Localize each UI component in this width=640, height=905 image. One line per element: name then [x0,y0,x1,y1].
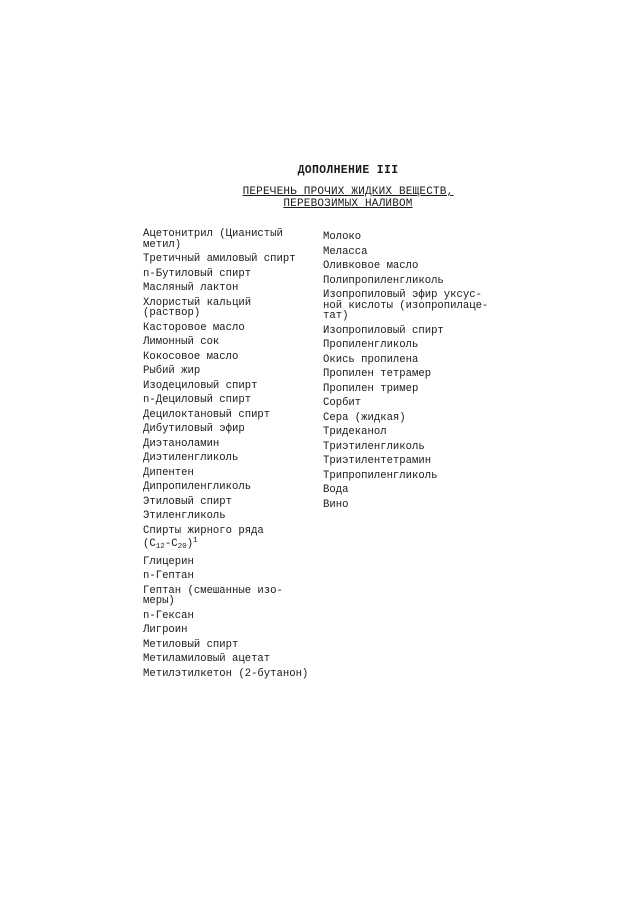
substance-name-line: метил) [143,238,182,251]
substance-item [143,439,323,450]
substance-item [323,398,495,409]
substance-item [323,456,495,467]
substance-name-line: Гептан (смешанные изо- [143,584,283,597]
substance-item [143,381,323,392]
substance-name-line: n-Гексан [143,609,194,622]
substance-name-line: Децилоктановый спирт [143,408,271,421]
substance-item [143,269,323,280]
list-heading [228,186,468,210]
substance-name-line: Спирты жирного ряда [143,524,264,537]
substance-item [323,442,495,453]
substance-name-line: Кокосовое масло [143,350,239,363]
formula-part-sub1: 12 [155,543,165,552]
substance-name-line: Этиленгликоль [143,510,226,522]
substance-item [323,413,495,424]
substance-name-line: ной кислоты (изопропилаце- [323,299,489,312]
list-heading-line-1: ПЕРЕЧЕНЬ ПРОЧИХ ЖИДКИХ ВЕЩЕСТВ, [242,186,454,198]
substance-item [323,485,495,496]
substance-name-line: Дипентен [143,466,194,479]
substance-item [143,298,323,319]
substance-name-line: Хлористый кальций [143,296,252,309]
substance-name-line: Пропилен тример [323,382,419,395]
substance-item [143,337,323,348]
list-heading-line-2: ПЕРЕВОЗИМЫХ НАЛИВОМ [283,198,413,210]
substance-item [143,571,323,582]
substance-item [323,355,495,366]
substance-item [323,261,495,272]
substance-item [143,654,323,665]
substance-name-line: Этиловый спирт [143,495,233,508]
formula-part-open: (C [143,537,156,550]
substance-name-line: (раствор) [143,307,201,319]
substance-item [143,468,323,479]
substance-item [143,424,323,435]
substance-item [143,323,323,334]
substance-item [143,229,323,250]
substance-name-line: Масляный лактон [143,282,239,294]
substance-item [143,497,323,508]
substance-name-line: n-Бутиловый спирт [143,267,252,280]
substance-item [143,366,323,377]
substance-name-line: Дипропиленгликоль [143,481,252,493]
substance-name-line: Метиламиловый ацетат [143,653,271,666]
substance-item [143,254,323,265]
substance-name-line: Вода [323,484,349,496]
appendix-title: ДОПОЛНЕНИЕ III [297,164,399,177]
substance-item [143,352,323,363]
substance-name-line: Триэтиленгликоль [323,440,425,453]
substance-name-line: Глицерин [143,555,194,568]
substance-name-line: Метилэтилкетон (2-бутанон) [143,667,309,680]
substance-item [143,283,323,294]
substance-name-line: Диэтиленгликоль [143,452,239,464]
formula-part-sup: 1 [193,537,198,545]
substance-item [143,557,323,568]
substance-item [143,640,323,651]
substance-name-line: Диэтаноламин [143,437,220,450]
substance-item [143,453,323,464]
substance-name-line: Лигроин [143,624,188,637]
substance-name-line: Третичный амиловый спирт [143,253,296,265]
substance-name-line: Трипропиленгликоль [323,469,438,482]
substance-name-line: Изодециловый спирт [143,379,258,392]
substance-name-line: Меласса [323,245,368,258]
substance-name-line: Ацетонитрил (Цианистый [143,228,283,240]
substance-name-line: Изопропиловый эфир уксус- [323,289,482,301]
carbon-range-formula [143,536,323,553]
substance-item [323,326,495,337]
substance-name-line: Тридеканол [323,426,387,438]
substance-name-line: Молоко [323,231,362,243]
substance-name-line: Лимонный сок [143,336,220,348]
substance-item [323,340,495,351]
substance-item [323,247,495,258]
substance-name-line: Дибутиловый эфир [143,423,245,435]
substance-item [143,526,323,553]
substance-item [323,369,495,380]
substance-item [143,511,323,522]
substance-item [323,232,495,243]
formula-part-dash: -C [164,537,178,550]
substance-name-line: Изопропиловый спирт [323,324,444,337]
substance-item [323,500,495,511]
substance-name-line: Оливковое масло [323,260,419,272]
substance-item [143,395,323,406]
substance-item [143,410,323,421]
substance-item [143,482,323,493]
substance-item [323,471,495,482]
substance-name-line: Сера (жидкая) [323,411,406,424]
substance-item [143,669,323,680]
formula-part-sub2: 20 [177,543,187,552]
substance-name-line: Пропилен тетрамер [323,368,432,380]
substance-item [323,384,495,395]
substance-name-line: Вино [323,498,349,511]
substance-item [143,611,323,622]
substance-item [323,290,495,322]
substance-name-line: Рыбий жир [143,365,201,377]
substance-name-line: n-Дециловый спирт [143,394,252,406]
substance-name-line: Триэтилентетрамин [323,455,432,467]
substance-item [323,276,495,287]
substance-name-line: Полипропиленгликоль [323,274,444,287]
substance-name-line: Пропиленгликоль [323,339,419,351]
substance-name-line: Сорбит [323,397,362,409]
substance-name-line: тат) [323,310,349,322]
substance-name-line: n-Гептан [143,570,194,583]
substance-name-line: Касторовое масло [143,321,245,334]
substance-name-line: Метиловый спирт [143,638,239,651]
substance-list-right [323,232,495,514]
formula-part-close: ) [186,537,194,550]
substance-name-line: Окись пропилена [323,353,419,366]
substance-list-left [143,229,323,683]
substance-name-line: меры) [143,595,175,608]
substance-item [143,625,323,636]
substance-item [323,427,495,438]
substance-item [143,586,323,607]
